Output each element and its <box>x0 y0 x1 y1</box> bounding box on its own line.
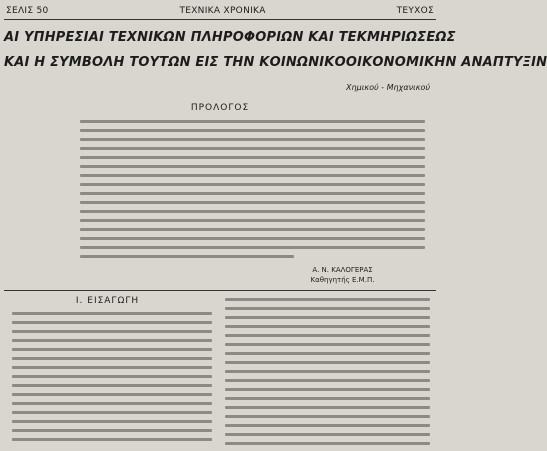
page-header <box>6 4 434 17</box>
article-title-line-1: ΑΙ ΥΠΗΡΕΣΙΑΙ ΤΕΧΝΙΚΩΝ ΠΛΗΡΟΦΟΡΙΩΝ ΚΑΙ ΤΕΚΜΗΡΙΩΣΕΩΣ <box>4 30 456 45</box>
signature-name: Α. Ν. ΚΑΛΟΓΕΡΑΣ <box>312 266 373 274</box>
page-number: ΣΕΛΙΣ 50 <box>6 5 49 16</box>
header-rule <box>4 19 436 20</box>
left-column-text <box>12 312 212 447</box>
signature-block <box>250 265 435 285</box>
section-rule <box>4 290 436 291</box>
right-column-text <box>225 298 430 451</box>
issue-label: ΤΕΥΧΟΣ <box>396 5 434 16</box>
signature-position: Καθηγητής Ε.Μ.Π. <box>310 276 375 284</box>
article-title-line-2: ΚΑΙ Η ΣΥΜΒΟΛΗ ΤΟΥΤΩΝ ΕΙΣ ΤΗΝ ΚΟΙΝΩΝΙΚΟΟΙΚΟΝΟΜΙΚΗΝ ΑΝΑΠΤΥΞΙΝ <box>4 55 547 70</box>
intro-heading: Ι. ΕΙΣΑΓΩΓΗ <box>75 296 140 306</box>
foreword-text <box>80 120 425 264</box>
author-byline: Χημικού - Μηχανικού <box>346 83 430 92</box>
journal-name: ΤΕΧΝΙΚΑ ΧΡΟΝΙΚΑ <box>179 5 266 16</box>
foreword-heading: ΠΡΟΛΟΓΟΣ <box>190 103 250 113</box>
